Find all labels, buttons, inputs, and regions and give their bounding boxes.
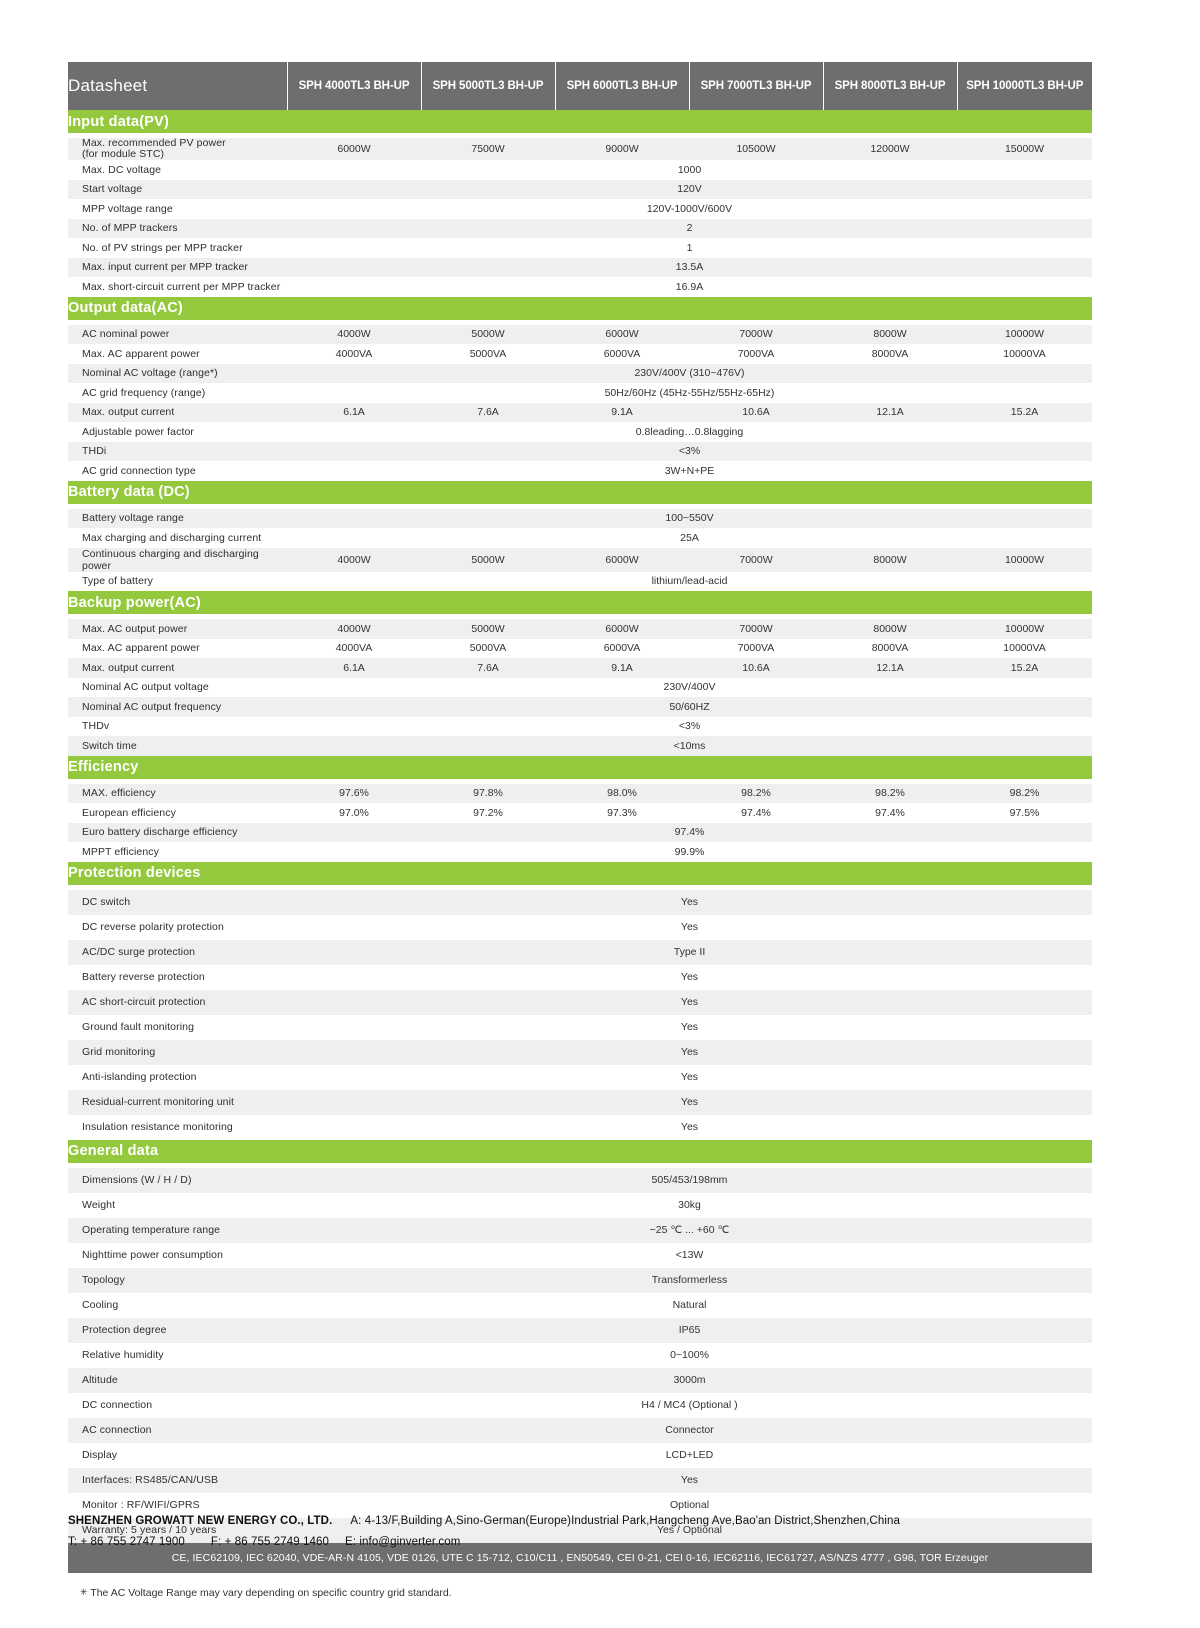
row-label: Max. recommended PV power (for module STC)	[68, 138, 287, 160]
table-row	[68, 1168, 1092, 1193]
table-row	[68, 1218, 1092, 1243]
row-value: 9000W	[555, 138, 689, 160]
row-value: 97.8%	[421, 784, 555, 804]
section-title: Input data(PV)	[68, 110, 1092, 133]
row-value: 4000VA	[287, 639, 421, 659]
table-row	[68, 422, 1092, 442]
row-value: 98.2%	[957, 784, 1092, 804]
section-title: Efficiency	[68, 756, 1092, 779]
row-value: 6000W	[555, 619, 689, 639]
row-value: −25 ℃ ... +60 ℃	[287, 1218, 1092, 1243]
table-row	[68, 697, 1092, 717]
row-value: <10ms	[287, 736, 1092, 756]
row-value: <13W	[287, 1243, 1092, 1268]
row-label: MPP voltage range	[68, 199, 287, 219]
table-row	[68, 383, 1092, 403]
row-label: Interfaces: RS485/CAN/USB	[68, 1468, 287, 1493]
row-label: Weight	[68, 1193, 287, 1218]
row-value: Yes	[287, 890, 1092, 915]
row-value: 10000W	[957, 325, 1092, 345]
row-label: Max. output current	[68, 658, 287, 678]
section-band	[68, 756, 1092, 779]
datasheet-table	[68, 62, 1092, 1543]
row-label: THDi	[68, 442, 287, 462]
row-value: 4000VA	[287, 344, 421, 364]
row-value: Type II	[287, 940, 1092, 965]
row-label: Max. AC output power	[68, 619, 287, 639]
table-row	[68, 219, 1092, 239]
row-value: IP65	[287, 1318, 1092, 1343]
row-label: No. of PV strings per MPP tracker	[68, 238, 287, 258]
table-row	[68, 1065, 1092, 1090]
row-label: Continuous charging and discharging power	[68, 548, 287, 572]
row-label: Relative humidity	[68, 1343, 287, 1368]
row-value: 97.6%	[287, 784, 421, 804]
table-row	[68, 678, 1092, 698]
table-row	[68, 736, 1092, 756]
company-footer	[68, 1515, 1128, 1548]
table-row	[68, 1115, 1092, 1140]
table-row	[68, 1293, 1092, 1318]
row-value: 8000VA	[823, 639, 957, 659]
row-value: 99.9%	[287, 842, 1092, 862]
row-value: 15.2A	[957, 658, 1092, 678]
row-value: H4 / MC4 (Optional )	[287, 1393, 1092, 1418]
table-row	[68, 160, 1092, 180]
row-value: 7000W	[689, 325, 823, 345]
row-value: 9.1A	[555, 403, 689, 423]
row-label: Display	[68, 1443, 287, 1468]
table-row	[68, 1393, 1092, 1418]
row-label: Residual-current monitoring unit	[68, 1090, 287, 1115]
table-row	[68, 325, 1092, 345]
row-value: 5000W	[421, 619, 555, 639]
asterisk-icon: ✳	[80, 1586, 88, 1597]
row-label: Nominal AC output voltage	[68, 678, 287, 698]
row-label: AC connection	[68, 1418, 287, 1443]
row-value: 50Hz/60Hz (45Hz-55Hz/55Hz-65Hz)	[287, 383, 1092, 403]
table-row	[68, 364, 1092, 384]
table-row	[68, 1268, 1092, 1293]
row-value: Yes	[287, 915, 1092, 940]
section-title: General data	[68, 1140, 1092, 1163]
row-value: 3000m	[287, 1368, 1092, 1393]
company-address: A: 4-13/F,Building A,Sino-German(Europe)Industrial Park,Hangcheng Ave,Bao'an District,Shenzhen,China	[350, 1515, 900, 1527]
table-row	[68, 238, 1092, 258]
row-label: Max. AC apparent power	[68, 344, 287, 364]
row-value: 10000VA	[957, 344, 1092, 364]
row-value: Yes	[287, 1090, 1092, 1115]
table-row	[68, 619, 1092, 639]
row-value: 120V-1000V/600V	[287, 199, 1092, 219]
row-value: 97.5%	[957, 803, 1092, 823]
row-label: AC grid frequency (range)	[68, 383, 287, 403]
compliance-bar: CE, IEC62109, IEC 62040, VDE-AR-N 4105, VDE 0126, UTE C 15-712, C10/C11 , EN50549, CEI 0-21, CEI 0-16, IEC62116, IEC61727, AS/NZS 4777 , G98, TOR Erzeuger	[68, 1543, 1092, 1573]
row-label: Warranty: 5 years / 10 years	[68, 1518, 287, 1543]
row-value: Yes	[287, 990, 1092, 1015]
table-row	[68, 403, 1092, 423]
row-label: Max. short-circuit current per MPP tracker	[68, 277, 287, 297]
row-label: AC nominal power	[68, 325, 287, 345]
row-value: 10.6A	[689, 658, 823, 678]
table-row	[68, 823, 1092, 843]
table-row	[68, 548, 1092, 572]
section-title: Backup power(AC)	[68, 591, 1092, 614]
row-label: Battery reverse protection	[68, 965, 287, 990]
section-title: Protection devices	[68, 862, 1092, 885]
row-value: 8000W	[823, 325, 957, 345]
row-value: 7.6A	[421, 658, 555, 678]
row-value: 12.1A	[823, 658, 957, 678]
row-label: Altitude	[68, 1368, 287, 1393]
table-row	[68, 1318, 1092, 1343]
table-row	[68, 199, 1092, 219]
row-value: 9.1A	[555, 658, 689, 678]
row-value: 97.4%	[287, 823, 1092, 843]
company-name: SHENZHEN GROWATT NEW ENERGY CO., LTD.	[68, 1515, 333, 1527]
table-row	[68, 572, 1092, 592]
row-value: 4000W	[287, 548, 421, 572]
row-value: 5000VA	[421, 344, 555, 364]
row-value: 13.5A	[287, 258, 1092, 278]
row-label: Switch time	[68, 736, 287, 756]
table-row	[68, 965, 1092, 990]
row-value: 98.2%	[823, 784, 957, 804]
table-row	[68, 258, 1092, 278]
table-row	[68, 461, 1092, 481]
footnote-text: The AC Voltage Range may vary depending on specific country grid standard.	[90, 1586, 452, 1599]
table-row	[68, 1090, 1092, 1115]
company-fax: F: + 86 755 2749 1460	[210, 1536, 330, 1548]
row-value: 30kg	[287, 1193, 1092, 1218]
table-row	[68, 803, 1092, 823]
row-value: 120V	[287, 180, 1092, 200]
row-value: 230V/400V	[287, 678, 1092, 698]
table-row	[68, 784, 1092, 804]
row-value: 50/60HZ	[287, 697, 1092, 717]
row-label: Max. DC voltage	[68, 160, 287, 180]
row-value: 97.0%	[287, 803, 421, 823]
row-value: 8000W	[823, 619, 957, 639]
row-value: 97.3%	[555, 803, 689, 823]
row-value: 6.1A	[287, 658, 421, 678]
row-value: 7500W	[421, 138, 555, 160]
row-value: 2	[287, 219, 1092, 239]
row-value: 6000W	[555, 548, 689, 572]
row-value: Yes	[287, 1115, 1092, 1140]
row-label: Nominal AC voltage (range*)	[68, 364, 287, 384]
row-value: Natural	[287, 1293, 1092, 1318]
row-value: 10.6A	[689, 403, 823, 423]
table-row	[68, 1040, 1092, 1065]
row-value: Optional	[287, 1493, 1092, 1518]
row-value: 100~550V	[287, 509, 1092, 529]
row-value: 7000W	[689, 548, 823, 572]
row-value: 10000W	[957, 619, 1092, 639]
footnote	[68, 1587, 1092, 1599]
row-value: 16.9A	[287, 277, 1092, 297]
section-band	[68, 591, 1092, 614]
row-value: <3%	[287, 442, 1092, 462]
row-value: Yes	[287, 965, 1092, 990]
row-value: 6000VA	[555, 344, 689, 364]
row-value: 8000VA	[823, 344, 957, 364]
datasheet-container	[68, 62, 1092, 1599]
row-value: 7000VA	[689, 639, 823, 659]
row-value: 0~100%	[287, 1343, 1092, 1368]
table-row	[68, 842, 1092, 862]
table-row	[68, 528, 1092, 548]
table-row	[68, 1243, 1092, 1268]
row-label: AC short-circuit protection	[68, 990, 287, 1015]
row-value: LCD+LED	[287, 1443, 1092, 1468]
row-value: 15000W	[957, 138, 1092, 160]
row-label: Max charging and discharging current	[68, 528, 287, 548]
row-value: Yes	[287, 1040, 1092, 1065]
row-value: 25A	[287, 528, 1092, 548]
table-row	[68, 915, 1092, 940]
row-label: Max. AC apparent power	[68, 639, 287, 659]
row-label: Insulation resistance monitoring	[68, 1115, 287, 1140]
row-label: DC reverse polarity protection	[68, 915, 287, 940]
row-value: 5000W	[421, 548, 555, 572]
row-value: 6000VA	[555, 639, 689, 659]
row-value: 7000W	[689, 619, 823, 639]
row-value: 505/453/198mm	[287, 1168, 1092, 1193]
row-value: 6000W	[555, 325, 689, 345]
row-value: 4000W	[287, 619, 421, 639]
row-value: <3%	[287, 717, 1092, 737]
model-header: SPH 4000TL3 BH-UP	[287, 62, 421, 110]
row-value: 15.2A	[957, 403, 1092, 423]
row-value: Yes / Optional	[287, 1518, 1092, 1543]
row-label: Nighttime power consumption	[68, 1243, 287, 1268]
table-row	[68, 940, 1092, 965]
row-label: No. of MPP trackers	[68, 219, 287, 239]
model-header: SPH 8000TL3 BH-UP	[823, 62, 957, 110]
row-label: Battery voltage range	[68, 509, 287, 529]
section-band	[68, 862, 1092, 885]
table-row	[68, 138, 1092, 160]
row-value: 6000W	[287, 138, 421, 160]
row-value: 7000VA	[689, 344, 823, 364]
row-value: Yes	[287, 1015, 1092, 1040]
row-value: 98.2%	[689, 784, 823, 804]
table-row	[68, 1015, 1092, 1040]
table-row	[68, 639, 1092, 659]
row-value: 7.6A	[421, 403, 555, 423]
row-value: 1000	[287, 160, 1092, 180]
row-value: 5000W	[421, 325, 555, 345]
row-label: AC grid connection type	[68, 461, 287, 481]
row-value: 5000VA	[421, 639, 555, 659]
company-phone: T: + 86 755 2747 1900	[68, 1536, 185, 1548]
row-value: 10000VA	[957, 639, 1092, 659]
table-row	[68, 344, 1092, 364]
row-value: 10500W	[689, 138, 823, 160]
row-value: 12.1A	[823, 403, 957, 423]
row-label: Anti-islanding protection	[68, 1065, 287, 1090]
table-row	[68, 1193, 1092, 1218]
datasheet-title: Datasheet	[68, 62, 287, 110]
row-label: Grid monitoring	[68, 1040, 287, 1065]
row-label: DC switch	[68, 890, 287, 915]
section-band	[68, 297, 1092, 320]
row-label: Adjustable power factor	[68, 422, 287, 442]
row-label: Cooling	[68, 1293, 287, 1318]
row-label: Topology	[68, 1268, 287, 1293]
table-row	[68, 717, 1092, 737]
row-value: 4000W	[287, 325, 421, 345]
row-value: 97.4%	[689, 803, 823, 823]
row-label: Ground fault monitoring	[68, 1015, 287, 1040]
model-header: SPH 7000TL3 BH-UP	[689, 62, 823, 110]
row-label: Monitor : RF/WIFI/GPRS	[68, 1493, 287, 1518]
row-value: 6.1A	[287, 403, 421, 423]
row-label: Type of battery	[68, 572, 287, 592]
model-header: SPH 6000TL3 BH-UP	[555, 62, 689, 110]
row-value: 230V/400V (310~476V)	[287, 364, 1092, 384]
row-label: AC/DC surge protection	[68, 940, 287, 965]
table-row	[68, 1493, 1092, 1518]
row-value: Transformerless	[287, 1268, 1092, 1293]
section-band	[68, 481, 1092, 504]
row-label: Nominal AC output frequency	[68, 697, 287, 717]
row-label: MPPT efficiency	[68, 842, 287, 862]
row-label: Euro battery discharge efficiency	[68, 823, 287, 843]
row-label: MAX. efficiency	[68, 784, 287, 804]
table-row	[68, 442, 1092, 462]
row-label: Start voltage	[68, 180, 287, 200]
model-header: SPH 10000TL3 BH-UP	[957, 62, 1092, 110]
table-row	[68, 1368, 1092, 1393]
table-row	[68, 277, 1092, 297]
row-label: Max. output current	[68, 403, 287, 423]
row-value: lithium/lead-acid	[287, 572, 1092, 592]
row-label: DC connection	[68, 1393, 287, 1418]
section-title: Battery data (DC)	[68, 481, 1092, 504]
table-row	[68, 990, 1092, 1015]
table-row	[68, 180, 1092, 200]
row-value: 97.2%	[421, 803, 555, 823]
row-value: 97.4%	[823, 803, 957, 823]
row-label: Protection degree	[68, 1318, 287, 1343]
section-title: Output data(AC)	[68, 297, 1092, 320]
table-row	[68, 1418, 1092, 1443]
company-email[interactable]: E: info@ginverter.com	[345, 1536, 461, 1548]
table-header-row	[68, 62, 1092, 110]
row-value: 3W+N+PE	[287, 461, 1092, 481]
row-value: 12000W	[823, 138, 957, 160]
table-row	[68, 1343, 1092, 1368]
row-value: Yes	[287, 1468, 1092, 1493]
section-band	[68, 110, 1092, 133]
row-label: THDv	[68, 717, 287, 737]
row-label: Max. input current per MPP tracker	[68, 258, 287, 278]
table-row	[68, 1443, 1092, 1468]
row-label: Dimensions (W / H / D)	[68, 1168, 287, 1193]
table-row	[68, 890, 1092, 915]
row-label: European efficiency	[68, 803, 287, 823]
row-value: 98.0%	[555, 784, 689, 804]
row-value: 1	[287, 238, 1092, 258]
table-row	[68, 1468, 1092, 1493]
table-row	[68, 509, 1092, 529]
row-value: 10000W	[957, 548, 1092, 572]
row-value: 0.8leading…0.8lagging	[287, 422, 1092, 442]
table-row	[68, 658, 1092, 678]
row-label: Operating temperature range	[68, 1218, 287, 1243]
row-value: 8000W	[823, 548, 957, 572]
row-value: Connector	[287, 1418, 1092, 1443]
model-header: SPH 5000TL3 BH-UP	[421, 62, 555, 110]
row-value: Yes	[287, 1065, 1092, 1090]
section-band	[68, 1140, 1092, 1163]
